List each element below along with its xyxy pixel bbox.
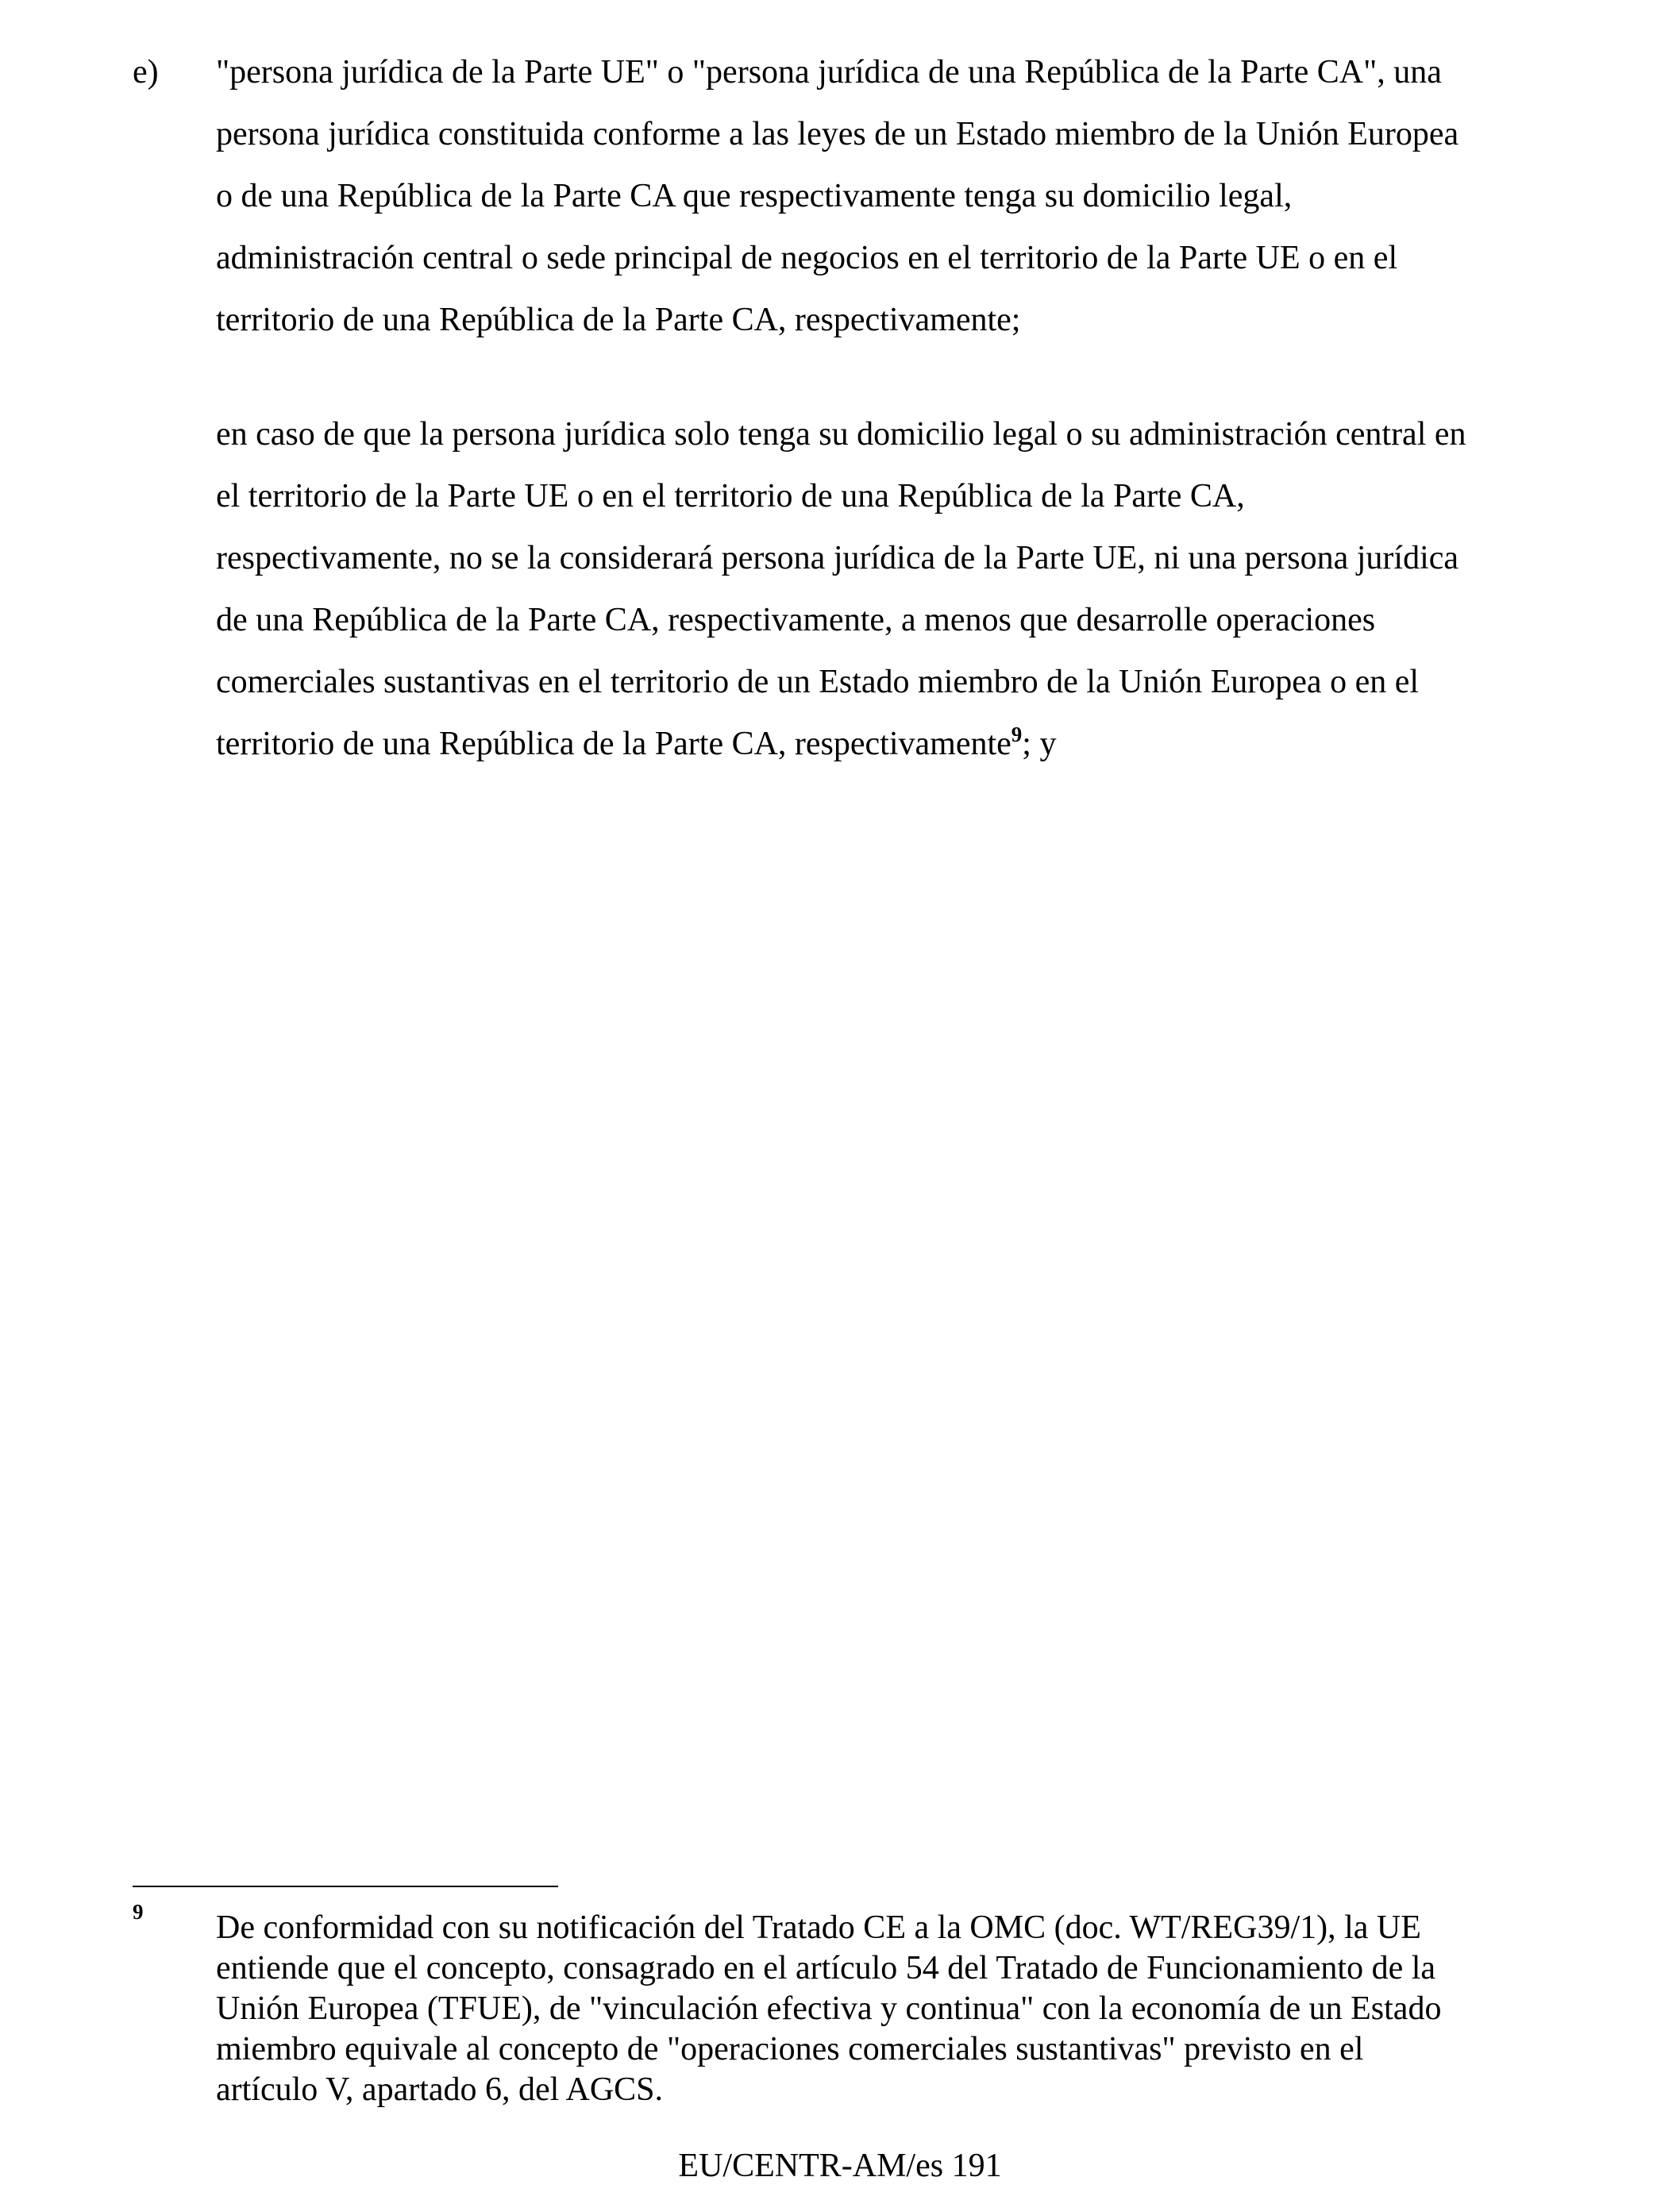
text-line: el territorio de la Parte UE o en el territorio de una República de la Parte CA, [216, 478, 1245, 514]
footnote-line: miembro equivale al concepto de "operaciones comerciales sustantivas" previsto en el [216, 2031, 1364, 2067]
item-marker: e) [133, 54, 159, 91]
footnote-line: Unión Europea (TFUE), de "vinculación efectiva y continua" con la economía de un Estado [216, 1990, 1442, 2027]
footnote-reference[interactable]: 9 [1011, 722, 1023, 746]
footnote-line: artículo V, apartado 6, del AGCS. [216, 2071, 664, 2108]
text-line: respectivamente, no se la considerará persona jurídica de la Parte UE, ni una persona jurídica [216, 540, 1459, 576]
text-line: de una República de la Parte CA, respectivamente, a menos que desarrolle operaciones [216, 602, 1376, 638]
text-line: "persona jurídica de la Parte UE" o "persona jurídica de una República de la Parte CA", una [216, 54, 1442, 91]
text-line: persona jurídica constituida conforme a las leyes de un Estado miembro de la Unión Europea [216, 116, 1459, 152]
footnote-line: entiende que el concepto, consagrado en el artículo 54 del Tratado de Funcionamiento de la [216, 1950, 1436, 1986]
text-line: o de una República de la Parte CA que respectivamente tenga su domicilio legal, [216, 178, 1293, 214]
paragraph-tail: ; y [1022, 726, 1057, 762]
text-line-last [216, 713, 1574, 775]
footnote-number: 9 [133, 1900, 144, 1924]
text-line: comerciales sustantivas en el territorio de un Estado miembro de la Unión Europea o en el [216, 664, 1420, 700]
text-line: territorio de una República de la Parte CA, respectivamente [216, 726, 1011, 762]
page-footer: EU/CENTR-AM/es 191 [678, 2148, 1002, 2184]
text-line: territorio de una República de la Parte CA, respectivamente; [216, 302, 1021, 338]
text-line: en caso de que la persona jurídica solo tenga su domicilio legal o su administración central en [216, 416, 1466, 453]
text-line: administración central o sede principal de negocios en el territorio de la Parte UE o en el [216, 240, 1398, 276]
condition-paragraph [216, 403, 1574, 775]
footnote-separator [133, 1886, 558, 1887]
footnote-text [216, 1908, 1574, 2110]
definition-paragraph [216, 41, 1574, 351]
footnote-line: De conformidad con su notificación del Tratado CE a la OMC (doc. WT/REG39/1), la UE [216, 1909, 1421, 1946]
